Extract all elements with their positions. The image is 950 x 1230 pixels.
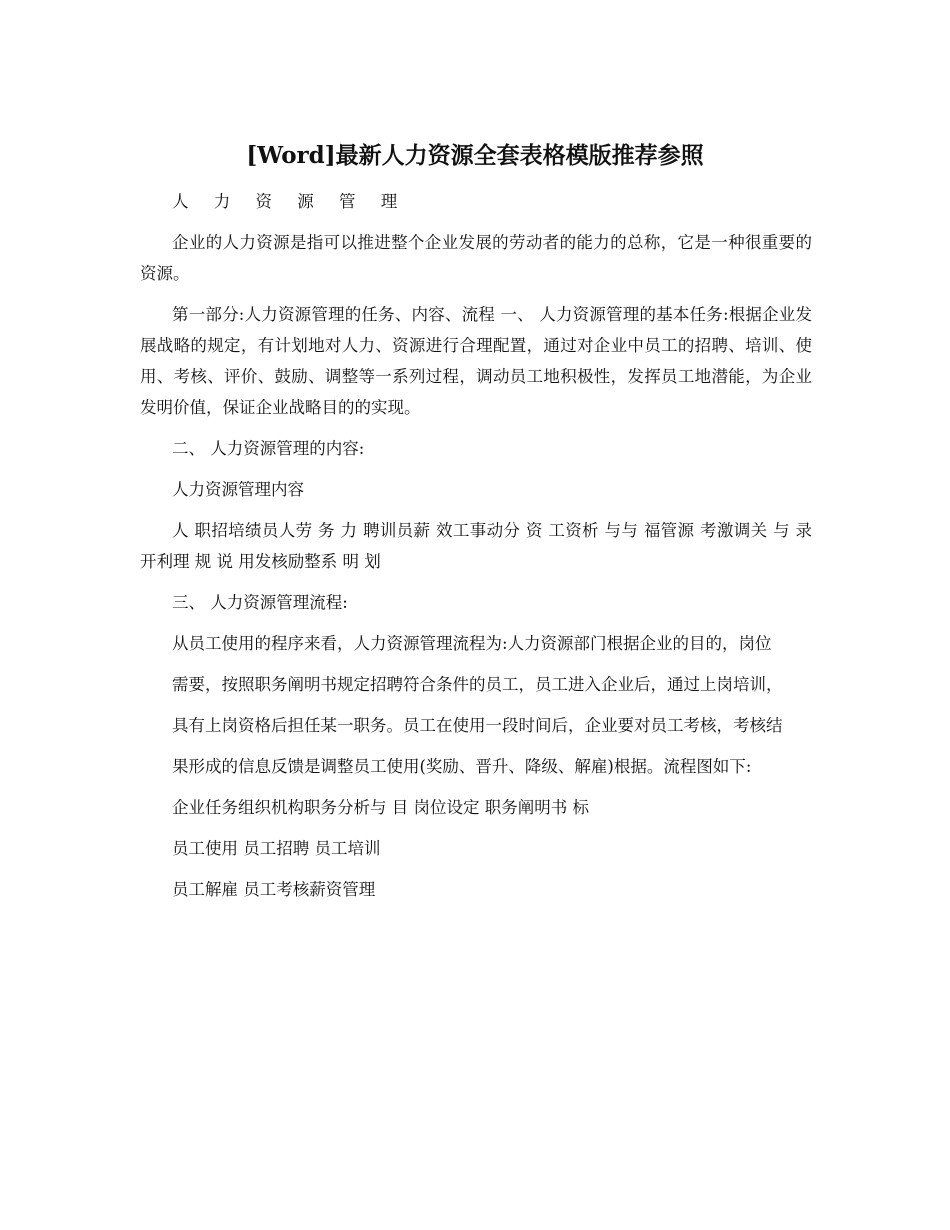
paragraph-process-2: 需要，按照职务阐明书规定招聘符合条件的员工，员工进入企业后，通过上岗培训， bbox=[172, 675, 783, 694]
paragraph-section-three-heading: 三、 人力资源管理流程: bbox=[172, 593, 348, 612]
paragraph-flow-line-2: 员工使用 员工招聘 员工培训 bbox=[172, 839, 381, 858]
paragraph-section-two-heading: 二、 人力资源管理的内容: bbox=[172, 439, 365, 458]
paragraph-content-items: 人 职招培绩员人劳 务 力 聘训员薪 效工事动分 资 工资析 与与 福管源 考激调关 与 录开利理 规 说 用发核励整系 明 划 bbox=[140, 521, 812, 571]
section-heading: 人 力 资 源 管 理 bbox=[172, 192, 408, 211]
paragraph-process-3: 具有上岗资格后担任某一职务。员工在使用一段时间后，企业要对员工考核，考核结 bbox=[172, 716, 783, 735]
paragraph-intro: 企业的人力资源是指可以推进整个企业发展的劳动者的能力的总称，它是一种很重要的资源。 bbox=[140, 233, 812, 283]
paragraph-flow-line-3: 员工解雇 员工考核薪资管理 bbox=[172, 880, 376, 899]
paragraph-process-4: 果形成的信息反馈是调整员工使用(奖励、晋升、降级、解雇)根据。流程图如下: bbox=[172, 757, 752, 776]
paragraph-process-1: 从员工使用的程序来看，人力资源管理流程为:人力资源部门根据企业的目的，岗位 bbox=[172, 634, 772, 653]
paragraph-content-heading: 人力资源管理内容 bbox=[172, 480, 304, 499]
document-body bbox=[140, 186, 812, 915]
document-title: [Word]最新人力资源全套表格模版推荐参照 bbox=[246, 142, 704, 169]
paragraph-part-one: 第一部分:人力资源管理的任务、内容、流程 一、 人力资源管理的基本任务:根据企业发展战略的规定，有计划地对人力、资源进行合理配置，通过对企业中员工的招聘、培训、使用、考核、评价、鼓励、调整等一系列过程，调动员工地积极性，发挥员工地潜能，为企业发明价值，保证企业战略目的的实现。 bbox=[140, 305, 812, 417]
paragraph-flow-line-1: 企业任务组织机构职务分析与 目 岗位设定 职务阐明书 标 bbox=[172, 798, 589, 817]
